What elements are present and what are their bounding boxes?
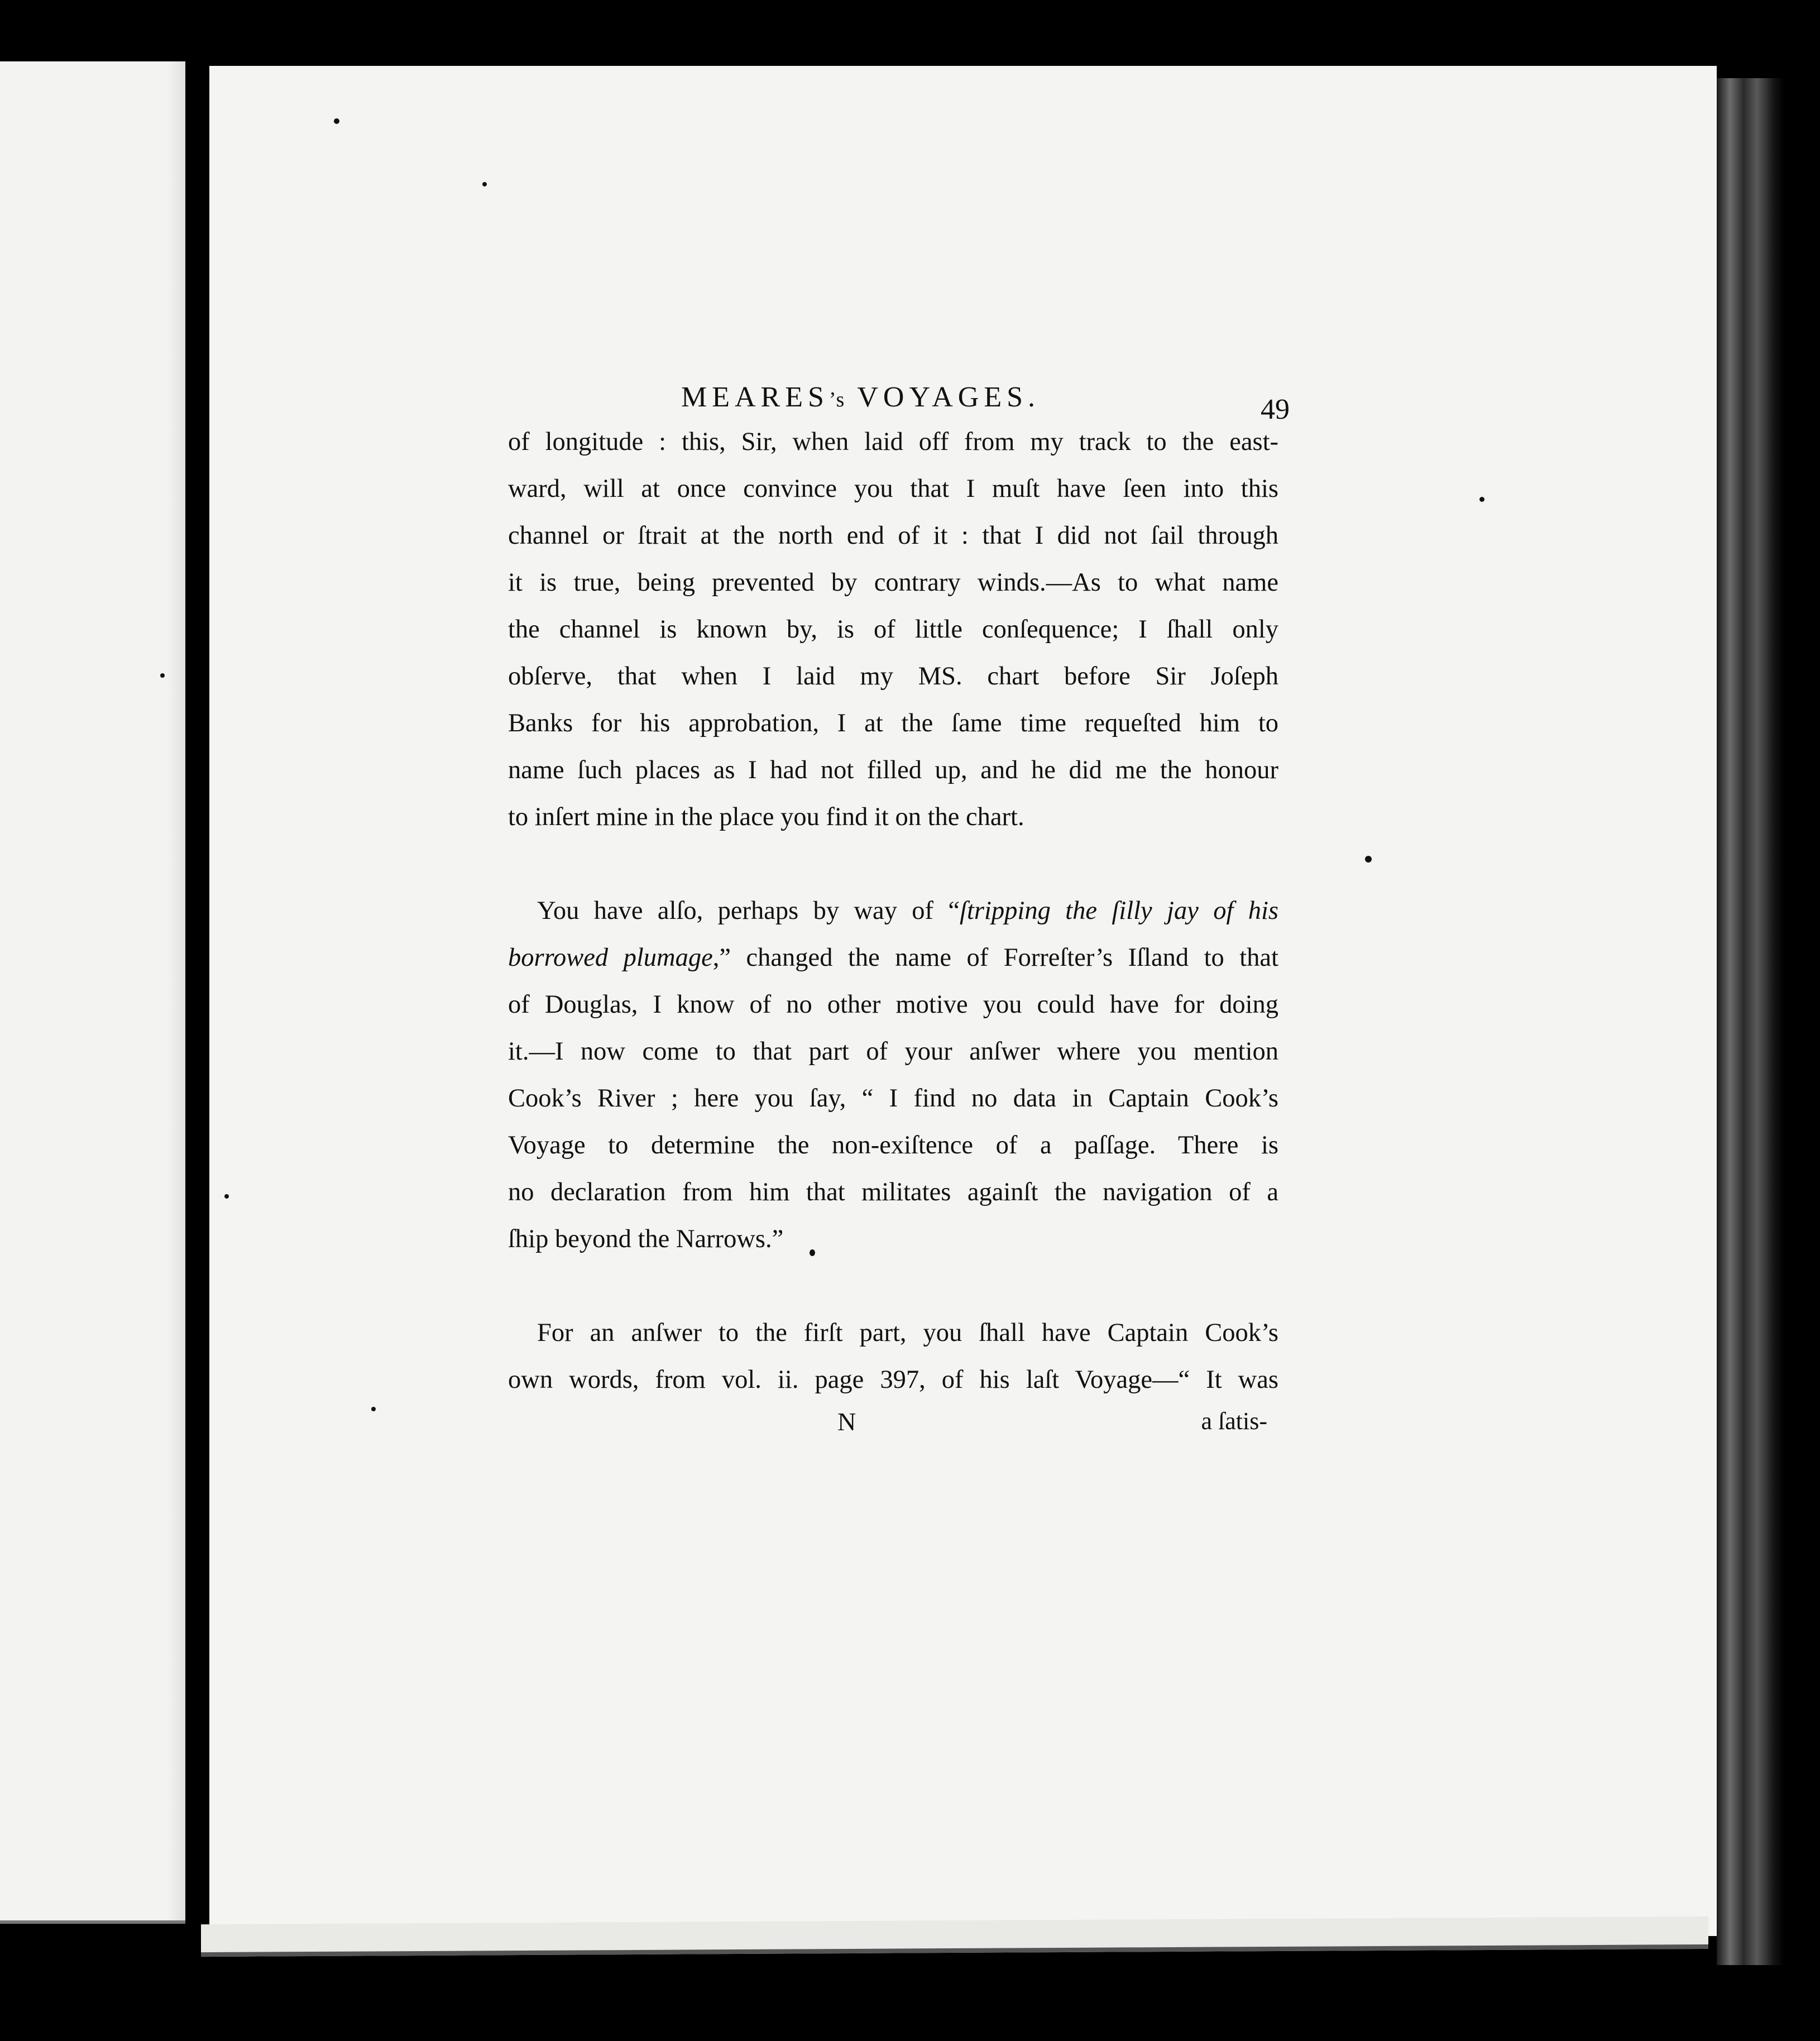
paragraph-2: [508, 888, 1278, 1263]
page-fore-edge: [1717, 78, 1784, 1965]
text-line: of Douglas, I know of no other motive you could have for doing: [508, 990, 1278, 1019]
paragraph-gap: [508, 1263, 1278, 1310]
text-line: ward, will at once convince you that I muſt have ſeen into this: [508, 475, 1278, 503]
page-footer: [508, 1403, 1278, 1450]
paragraph-gap: [508, 841, 1278, 888]
text-line: borrowed plumage,” changed the name of Forreſter’s Iſland to that: [508, 943, 1278, 972]
text-line: to inſert mine in the place you find it on the chart.: [508, 803, 1024, 831]
catchword: a ſatis-: [1201, 1407, 1267, 1435]
text-line: channel or ſtrait at the north end of it : that I did not ſail through: [508, 521, 1278, 550]
text-line: name ſuch places as I had not filled up, and he did me the honour: [508, 756, 1278, 784]
gutter-shadow: [167, 61, 185, 1920]
running-head: [508, 374, 1290, 425]
scan-speck: [224, 1194, 229, 1199]
text-line: of longitude : this, Sir, when laid off from my track to the east-: [508, 428, 1278, 456]
text-line: it is true, being prevented by contrary winds.—As to what name: [508, 568, 1278, 597]
scan-speck: [371, 1407, 376, 1411]
text-line: it.—I now come to that part of your anſwer where you mention: [508, 1037, 1278, 1066]
page-number: 49: [1261, 394, 1290, 425]
scan-speck: [1479, 497, 1484, 502]
scan-speck: [482, 182, 487, 186]
paragraph-1: [508, 419, 1278, 841]
text-line: ſhip beyond the Narrows.”: [508, 1225, 784, 1253]
text-line: For an anſwer to the firſt part, you ſhall have Captain Cook’s: [537, 1319, 1278, 1347]
page-text: [508, 374, 1290, 1450]
scan-speck: [810, 1249, 815, 1256]
signature-mark: N: [837, 1407, 856, 1436]
scan-speck: [334, 118, 339, 124]
previous-page-edge: [0, 61, 185, 1924]
text-line: Banks for his approbation, I at the ſame time requeſted him to: [508, 709, 1278, 737]
text-line: own words, from vol. ii. page 397, of his laſt Voyage—“ It was: [508, 1366, 1278, 1394]
scan-speck: [1365, 856, 1372, 863]
text-line: You have alſo, perhaps by way of “ſtripping the ſilly jay of his: [537, 897, 1278, 925]
text-line: obſerve, that when I laid my MS. chart before Sir Joſeph: [508, 662, 1278, 691]
paragraph-3: [508, 1310, 1278, 1403]
scan-speck: [160, 673, 165, 678]
text-line: Cook’s River ; here you ſay, “ I find no data in Captain Cook’s: [508, 1084, 1278, 1113]
text-line: Voyage to determine the non-exiſtence of a paſſage. There is: [508, 1131, 1278, 1160]
running-title: MEARES’s VOYAGES.: [681, 381, 1041, 413]
text-line: the channel is known by, is of little conſequence; I ſhall only: [508, 615, 1278, 644]
text-line: no declaration from him that militates againſt the navigation of a: [508, 1178, 1278, 1206]
